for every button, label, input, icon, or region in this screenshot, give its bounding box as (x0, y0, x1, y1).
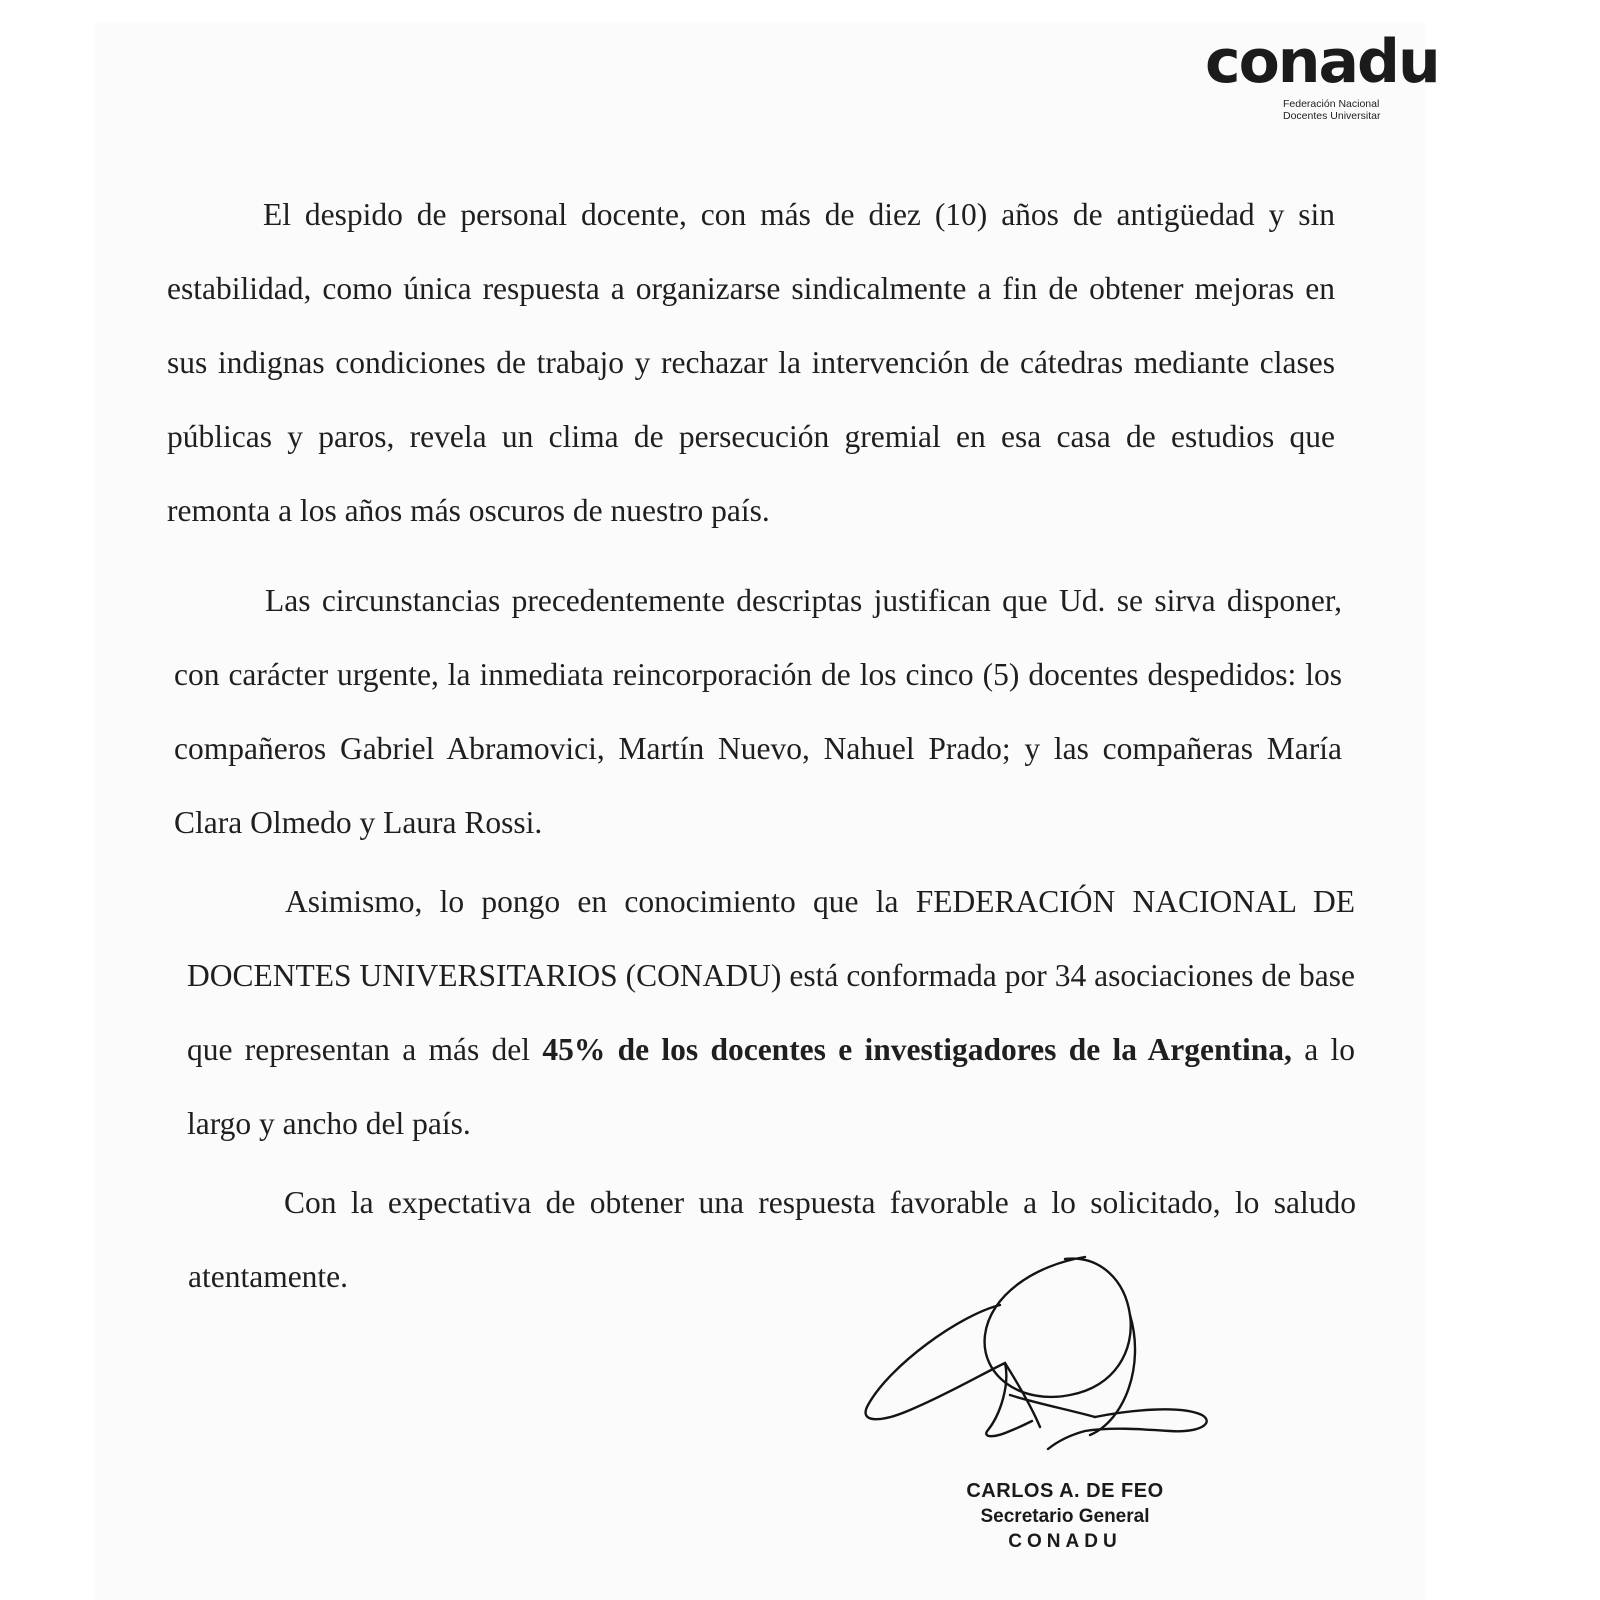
logo-subtitle-line1: Federación Nacional (1283, 98, 1380, 110)
conadu-logo (1205, 27, 1439, 132)
logo-wordmark: conadu (1205, 27, 1439, 97)
paragraph-reinstatement-text: Las circunstancias precedentemente descriptas justifican que Ud. se sirva disponer, con carácter urgente, la inmediata reincorporación de los cinco (5) docentes despedidos: los compañeros Gabriel Abramovici, Martín Nuevo, Nahuel Prado; y las compañeras María Clara Olmedo y Laura Rossi. (174, 583, 1342, 840)
signer-role: Secretario General (980, 1506, 1150, 1527)
paragraph-federation (187, 865, 1355, 1161)
paragraph-reinstatement (174, 564, 1342, 860)
handwritten-signature (860, 1245, 1240, 1475)
signer-name: CARLOS A. DE FEO (966, 1480, 1164, 1502)
paragraph-dismissal-text: El despido de personal docente, con más de diez (10) años de antigüedad y sin estabilidad, como única respuesta a organizarse sindicalmente a fin de obtener mejoras en sus indignas condiciones de trabajo y rechazar la intervención de cátedras mediante clases públicas y paros, revela un clima de persecución gremial en esa casa de estudios que remonta a los años más oscuros de nuestro país. (167, 197, 1335, 528)
paragraph-closing-text: Con la expectativa de obtener una respuesta favorable a lo solicitado, lo saludo atentamente. (188, 1185, 1356, 1294)
paragraph-federation-text-end: a lo largo y ancho del país. (187, 1032, 1355, 1141)
paragraph-dismissal (167, 178, 1335, 548)
signer-organization: CONADU (1008, 1531, 1122, 1552)
paragraph-federation-emphasis: 45% de los docentes e investigadores de la Argentina, (542, 1032, 1292, 1067)
logo-subtitle (1283, 98, 1380, 122)
paragraph-federation-text-start: Asimismo, lo pongo en conocimiento que la FEDERACIÓN NACIONAL DE DOCENTES UNIVERSITARIOS (CONADU) está conformada por 34 asociaciones de base que representan a más del (187, 884, 1355, 1067)
signature-block (925, 1478, 1205, 1554)
logo-subtitle-line2: Docentes Universitar (1283, 110, 1381, 122)
